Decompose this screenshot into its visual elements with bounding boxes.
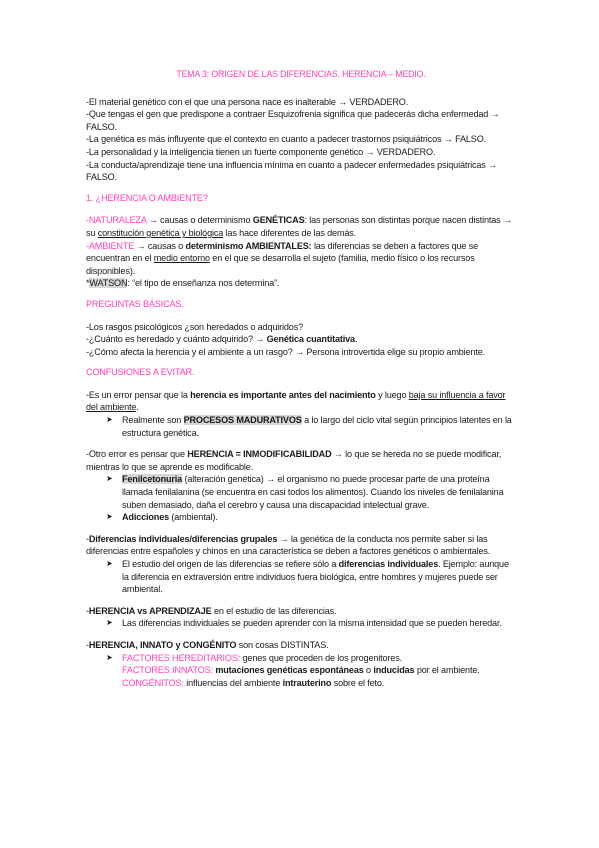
confusion-paragraph: -Diferencias individuales/diferencias grupales → la genética de la conducta nos permite saber si las diferencias entre españoles y chinos en una característica se deben a factores genéticos o ambientales. xyxy=(86,533,491,557)
list-item: ➤ Realmente son PROCESOS MADURATIVOS a lo largo del ciclo vital según principios latentes en la estructura genética. xyxy=(106,415,512,438)
list-item: ➤ Fenilcetonuria (alteración genética) → el organismo no puede procesar parte de una proteína llamada fenilalanina (se encuentra en casi todos los alimentos). Cuando los niveles de fenilalanina suben demasiado, daña el cerebro y causa una discapacidad intelectual grave. xyxy=(106,474,504,510)
section-herencia-ambiente xyxy=(86,214,516,290)
arrow-bullet-icon: ➤ xyxy=(106,512,113,522)
section-heading-preguntas: PREGUNTAS BÁSICAS. xyxy=(86,298,184,309)
list-item: ➤ El estudio del origen de las diferencias se refiere sólo a diferencias individuales. Ejemplo: aunque la diferencia en extraversión entre individuos fuera biológica, entre hombres y mujeres puede ser ambiental. xyxy=(106,559,509,595)
arrow-bullet-icon: ➤ xyxy=(106,559,113,568)
section-heading-herencia-ambiente: 1. ¿HERENCIA O AMBIENTE? xyxy=(86,192,208,203)
document-body xyxy=(86,68,516,689)
intro-statements xyxy=(86,96,516,184)
statement: -La conducta/aprendizaje tiene una influencia mínima en cuanto a padecer enfermedades psiquiátricas → FALSO. xyxy=(86,159,498,183)
confusion-paragraph: -HERENCIA, INNATO y CONGÉNITO son cosas DISTINTAS. xyxy=(86,639,329,650)
section-preguntas xyxy=(86,321,516,359)
arrow-bullet-icon: ➤ xyxy=(106,618,113,628)
ambiente-label: -AMBIENTE xyxy=(86,240,135,251)
confusion-paragraph: -Otro error es pensar que HERENCIA = INMODIFICABILIDAD → lo que se hereda no se puede modificar, mientras lo que se aprende es modificable. xyxy=(86,449,502,472)
statement: -Que tengas el gen que predispone a contraer Esquizofrenia significa que padecerás dicha enfermedad → FALSO. xyxy=(86,109,500,132)
confusion-paragraph: -HERENCIA vs APRENDIZAJE en el estudio de las diferencias. xyxy=(86,605,337,616)
question: -Los rasgos psicológicos ¿son heredados o adquiridos? xyxy=(86,321,304,332)
naturaleza-label: -NATURALEZA xyxy=(86,215,147,226)
ambiente-paragraph: -AMBIENTE → causas o determinismo AMBIENTALES: las diferencias se deben a factores que se encuentran en el medio entorno en el que se desarrolla el sujeto (familia, medio físico o los recursos disponibles). xyxy=(86,240,479,276)
bullet-list xyxy=(86,617,516,630)
watson-highlight: WATSON xyxy=(89,278,128,289)
statement: -La personalidad y la inteligencia tienen un fuerte componente genético → VERDADERO. xyxy=(86,146,436,157)
bullet-list xyxy=(86,558,516,596)
bullet-list xyxy=(86,414,516,439)
list-item: ➤ FACTORES HEREDITARIOS: genes que proceden de los progenitores. FACTORES INNATOS: mutaciones genéticas espontáneas o inducidas por el ambiente. CONGÉNITOS: influencias del ambiente intrauterino sobre el feto. xyxy=(106,652,480,688)
document-title: TEMA 3: ORIGEN DE LAS DIFERENCIAS. HERENCIA – MEDIO. xyxy=(176,69,426,79)
naturaleza-paragraph: -NATURALEZA → causas o determinismo GENÉTICAS: las personas son distintas porque nacen distintas → su constitución genética y biológica las hace diferentes de las demás. xyxy=(86,215,512,238)
bullet-list xyxy=(86,652,516,690)
arrow-bullet-icon: ➤ xyxy=(106,415,113,425)
statement: -La genética es más influyente que el contexto en cuanto a padecer trastornos psiquiátricos → FALSO. xyxy=(86,134,487,145)
list-item: ➤ Adicciones (ambiental). xyxy=(106,512,218,523)
watson-quote: *WATSON: “el tipo de enseñanza nos determina”. xyxy=(86,278,280,289)
question: -¿Cómo afecta la herencia y el ambiente a un rasgo? → Persona introvertida elige su propio ambiente. xyxy=(86,346,485,357)
fenilcetonuria-highlight: Fenilcetonuria xyxy=(122,474,183,485)
list-item: ➤ Las diferencias individuales se pueden aprender con la misma intensidad que se pueden heredar. xyxy=(106,618,502,629)
question: -¿Cuánto es heredado y cuánto adquirido? → Genética cuantitativa. xyxy=(86,334,358,345)
confusion-paragraph: -Es un error pensar que la herencia es importante antes del nacimiento y luego baja su influencia a favor del ambiente. xyxy=(86,389,506,413)
section-heading-confusiones: CONFUSIONES A EVITAR. xyxy=(86,367,195,378)
section-confusiones xyxy=(86,389,516,689)
arrow-bullet-icon: ➤ xyxy=(106,474,113,484)
arrow-bullet-icon: ➤ xyxy=(106,652,113,662)
procesos-madurativos-highlight: PROCESOS MADURATIVOS xyxy=(183,415,302,426)
statement: -El material genético con el que una persona nace es inalterable → VERDADERO. xyxy=(86,96,409,107)
bullet-list xyxy=(86,473,516,523)
